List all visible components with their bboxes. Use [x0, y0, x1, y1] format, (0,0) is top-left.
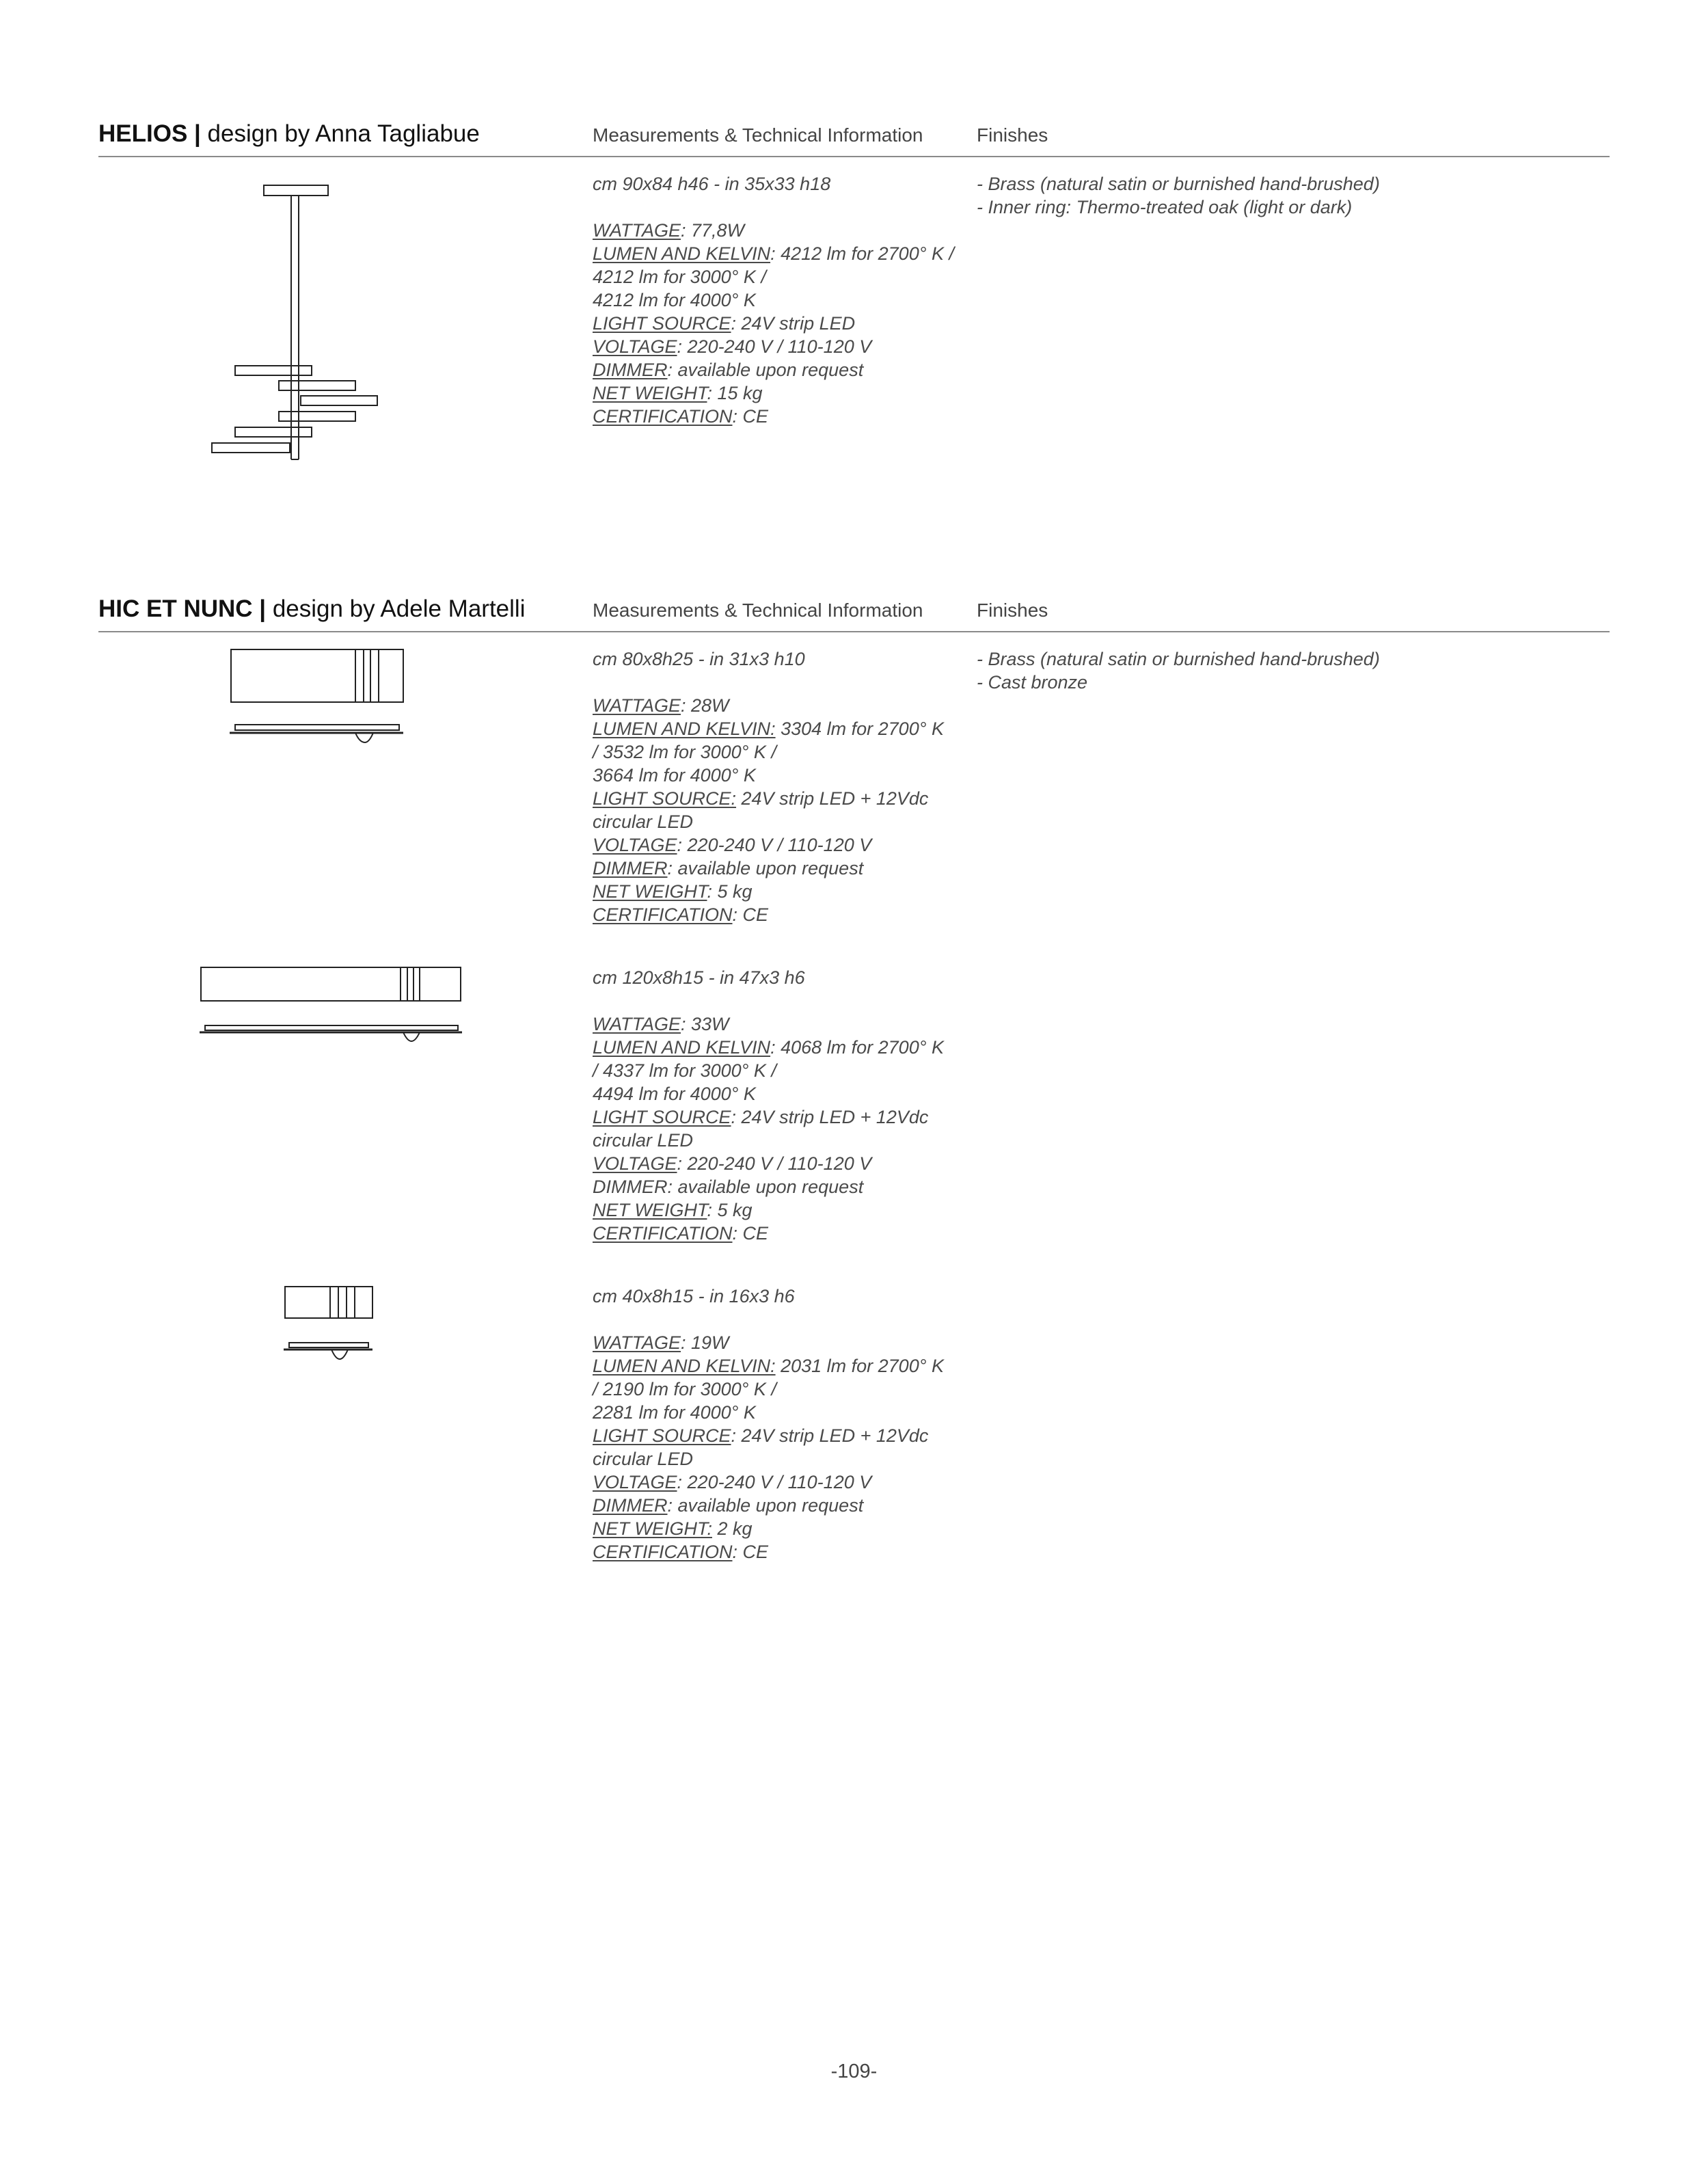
certification: CERTIFICATION: CE: [593, 1223, 769, 1244]
helios-header: [98, 96, 1610, 157]
light-source-line-2: circular LED: [593, 1130, 694, 1151]
lumen-line-2: 4212 lm for 3000° K /: [593, 267, 766, 287]
certification: CERTIFICATION: CE: [593, 406, 769, 427]
dimensions: cm 120x8h15 - in 47x3 h6: [593, 967, 805, 988]
finish-item: - Brass (natural satin or burnished hand-brushed): [977, 649, 1380, 669]
light-source: LIGHT SOURCE: 24V strip LED + 12Vdc: [593, 1107, 929, 1127]
dimensions: cm 90x84 h46 - in 35x33 h18: [593, 174, 831, 194]
lumen-kelvin: LUMEN AND KELVIN: 4212 lm for 2700° K /: [593, 243, 955, 264]
hic-et-nunc-title: HIC ET NUNC | design by Adele Martelli: [98, 595, 526, 622]
dimmer: DIMMER: available upon request: [593, 858, 864, 878]
net-weight: NET WEIGHT: 5 kg: [593, 881, 753, 902]
page-number: -109-: [830, 2061, 878, 2082]
lumen-line-2: / 3532 lm for 3000° K /: [593, 742, 776, 762]
helios-technical-drawing: [205, 183, 390, 464]
hic-et-nunc-80-drawing: [228, 647, 406, 745]
dimmer: DIMMER: available upon request: [593, 360, 864, 380]
lumen-line-2: / 4337 lm for 3000° K /: [593, 1060, 776, 1081]
designer-credit: design by Adele Martelli: [272, 595, 526, 622]
dimensions: cm 40x8h15 - in 16x3 h6: [593, 1286, 795, 1306]
lumen-line-2: / 2190 lm for 3000° K /: [593, 1379, 776, 1399]
wattage: WATTAGE: 77,8W: [593, 220, 745, 241]
light-source-line-2: circular LED: [593, 1449, 694, 1469]
hic-et-nunc-finishes: [977, 647, 1592, 694]
net-weight: NET WEIGHT: 5 kg: [593, 1200, 753, 1220]
lumen-kelvin: LUMEN AND KELVIN: 2031 lm for 2700° K: [593, 1356, 945, 1376]
lumen-kelvin: LUMEN AND KELVIN: 3304 lm for 2700° K: [593, 719, 945, 739]
dimmer: DIMMER: available upon request: [593, 1177, 864, 1197]
hic-et-nunc-header: [98, 571, 1610, 632]
column-heading-measurements: Measurements & Technical Information: [593, 124, 923, 146]
light-source-line-2: circular LED: [593, 811, 694, 832]
lumen-line-3: 4494 lm for 4000° K: [593, 1084, 756, 1104]
certification: CERTIFICATION: CE: [593, 904, 769, 925]
header-divider: [98, 156, 1610, 157]
light-source: LIGHT SOURCE: 24V strip LED + 12Vdc: [593, 788, 929, 809]
dimmer: DIMMER: available upon request: [593, 1495, 864, 1516]
hic-et-nunc-120-spec: [593, 966, 975, 1245]
wattage: WATTAGE: 28W: [593, 695, 729, 716]
certification: CERTIFICATION: CE: [593, 1542, 769, 1562]
column-heading-measurements: Measurements & Technical Information: [593, 600, 923, 621]
lumen-line-3: 4212 lm for 4000° K: [593, 290, 756, 310]
light-source: LIGHT SOURCE: 24V strip LED + 12Vdc: [593, 1425, 929, 1446]
finish-item: - Inner ring: Thermo-treated oak (light or dark): [977, 197, 1353, 217]
voltage: VOLTAGE: 220-240 V / 110-120 V: [593, 1472, 872, 1492]
wattage: WATTAGE: 33W: [593, 1014, 729, 1034]
hic-et-nunc-40-spec: [593, 1285, 975, 1564]
header-divider: [98, 631, 1610, 632]
finish-item: - Cast bronze: [977, 672, 1088, 693]
dimensions: cm 80x8h25 - in 31x3 h10: [593, 649, 805, 669]
helios-finishes: [977, 172, 1592, 219]
finish-item: - Brass (natural satin or burnished hand-brushed): [977, 174, 1380, 194]
column-heading-finishes: Finishes: [977, 600, 1048, 621]
product-name: HIC ET NUNC: [98, 595, 253, 622]
product-name: HELIOS: [98, 120, 188, 147]
hic-et-nunc-120-drawing: [198, 965, 465, 1047]
voltage: VOLTAGE: 220-240 V / 110-120 V: [593, 336, 872, 357]
column-heading-finishes: Finishes: [977, 124, 1048, 146]
hic-et-nunc-40-drawing: [282, 1284, 378, 1363]
voltage: VOLTAGE: 220-240 V / 110-120 V: [593, 835, 872, 855]
helios-title: HELIOS | design by Anna Tagliabue: [98, 120, 480, 147]
voltage: VOLTAGE: 220-240 V / 110-120 V: [593, 1153, 872, 1174]
net-weight: NET WEIGHT: 2 kg: [593, 1518, 753, 1539]
hic-et-nunc-80-spec: [593, 647, 975, 926]
lumen-line-3: 2281 lm for 4000° K: [593, 1402, 756, 1423]
wattage: WATTAGE: 19W: [593, 1332, 729, 1353]
lumen-line-3: 3664 lm for 4000° K: [593, 765, 756, 786]
helios-spec: [593, 172, 975, 428]
net-weight: NET WEIGHT: 15 kg: [593, 383, 763, 403]
lumen-kelvin: LUMEN AND KELVIN: 4068 lm for 2700° K: [593, 1037, 945, 1058]
light-source: LIGHT SOURCE: 24V strip LED: [593, 313, 856, 334]
designer-credit: design by Anna Tagliabue: [207, 120, 480, 147]
